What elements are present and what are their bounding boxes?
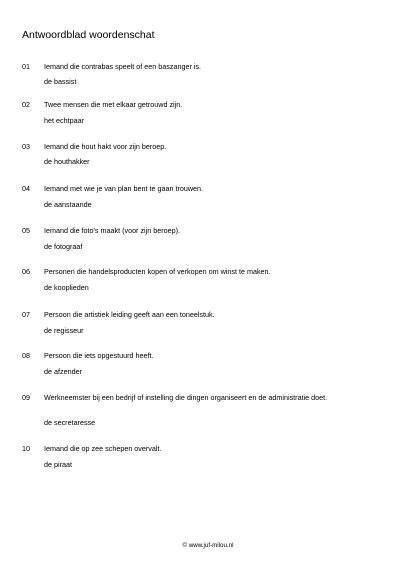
item-question: Iemand die hout hakt voor zijn beroep. (44, 142, 167, 151)
item-question: Persoon die iets opgestuurd heeft. (44, 351, 154, 360)
item-answer: de houthakker (44, 157, 90, 166)
item-number: 02 (22, 100, 30, 109)
item-answer: de bassist (44, 77, 77, 86)
item-question: Werkneemster bij een bedrijf of instelling die dingen organiseert en de administratie doet. (44, 393, 328, 402)
item-question: Persoon die artistiek leiding geeft aan een toneelstuk. (44, 310, 215, 319)
item-question: Iemand die contrabas speelt of een baszanger is. (44, 62, 202, 71)
item-answer: de aanstaande (44, 200, 92, 209)
item-answer: de regisseur (44, 326, 84, 335)
item-question: Iemand die foto's maakt (voor zijn beroep). (44, 226, 181, 235)
item-question: Iemand die op zee schepen overvalt. (44, 444, 162, 453)
item-number: 01 (22, 62, 30, 71)
item-number: 05 (22, 226, 30, 235)
item-answer: de afzender (44, 367, 82, 376)
item-answer: de kooplieden (44, 283, 89, 292)
item-answer: het echtpaar (44, 116, 84, 125)
item-question: Iemand met wie je van plan bent te gaan trouwen. (44, 184, 204, 193)
page-title: Antwoordblad woordenschat (22, 29, 155, 41)
item-number: 04 (22, 184, 30, 193)
item-question: Personen die handelsproducten kopen of verkopen om winst te maken. (44, 267, 271, 276)
item-number: 10 (22, 444, 30, 453)
item-answer: de secretaresse (44, 418, 96, 427)
footer-credit: © www.juf-milou.nl (182, 542, 234, 549)
item-number: 03 (22, 142, 30, 151)
item-number: 08 (22, 351, 30, 360)
item-answer: de fotograaf (44, 242, 83, 251)
item-question: Twee mensen die met elkaar getrouwd zijn. (44, 100, 183, 109)
item-number: 07 (22, 310, 30, 319)
item-answer: de piraat (44, 460, 72, 469)
item-number: 09 (22, 393, 30, 402)
item-number: 06 (22, 267, 30, 276)
